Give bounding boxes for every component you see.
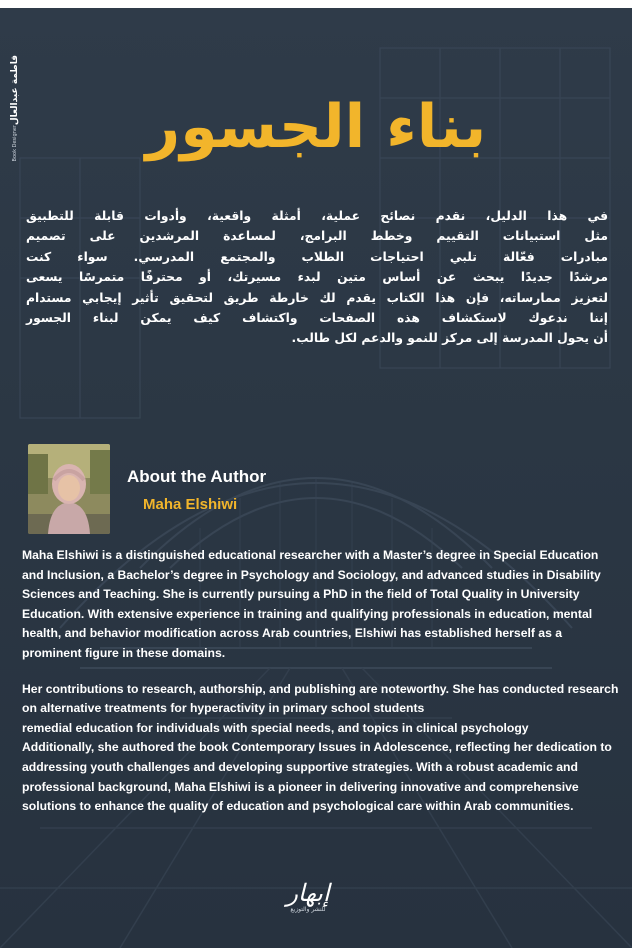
author-name: Maha Elshiwi	[143, 496, 238, 513]
back-cover	[0, 8, 632, 948]
publisher-logo-word: إبهار	[286, 879, 330, 907]
bio-paragraph: Maha Elshiwi is a distinguished educational researcher with a Master’s degree in Special Education and Inclusion, a Bachelor’s degree in Psychology and Sociology, and advanced studies in Disability Sciences and Teaching. She is currently pursuing a PhD in the field of Total Quality in University Education. With extensive experience in training and qualifying professionals in education, mental health, and behavior modification across Arab countries, Elshiwi has established herself as a prominent figure in these domains.	[22, 548, 601, 660]
bio-paragraph: remedial education for individuals with special needs, and topics in clinical psychology	[22, 720, 529, 735]
description-line: مثل استبيانات التقييم وخطط البرامج، لمساعدة المرشدين على تصميم	[26, 229, 608, 244]
description-line: مبادرات فعّالة تلبي احتياجات الطلاب والمجتمع المدرسي. سواء كنت	[26, 249, 608, 264]
book-description	[26, 206, 608, 349]
description-line: لتعزيز ممارساته، فإن هذا الكتاب يقدم لك خارطة طريق لتحقيق تأثير إيجابي مستدام	[26, 290, 608, 305]
description-line: أن يحول المدرسة إلى مركز للنمو والدعم لكل طالب.	[291, 331, 608, 346]
description-line: إننا ندعوك لاستكشاف هذه الصفحات واكتشاف كيف يمكن لبناء الجسور	[26, 311, 608, 326]
description-line: مرشدًا جديدًا يبحث عن أساس متين لبدء مسيرتك، أو محترفًا متمرسًا يسعى	[26, 270, 608, 285]
publisher-logo-sub: للنشر والتوزيع	[290, 906, 326, 913]
publisher-mark-sub: Book Designer	[12, 124, 18, 162]
publisher-logo	[268, 878, 348, 926]
author-bio	[22, 546, 622, 817]
author-photo	[28, 444, 110, 534]
about-author-heading: About the Author	[127, 467, 267, 486]
bio-paragraph: Additionally, she authored the book Contemporary Issues in Adolescence, reflecting her dedication to addressing youth challenges and developing supportive strategies. With a robust academic and professional background, Maha Elshiwi is a pioneer in delivering innovative and comprehensive solutions to enhance the quality of education and psychological care within Arab communities.	[22, 740, 612, 814]
description-line: في هذا الدليل، نقدم نصائح عملية، أمثلة واقعية، وأدوات قابلة للتطبيق	[26, 209, 608, 223]
book-title: بناء الجسور	[145, 92, 487, 162]
publisher-mark-name: فاطمة عبدالعال	[10, 54, 20, 125]
bio-paragraph: Her contributions to research, authorship, and publishing are noteworthy. She has conducted research on alternative treatments for hyperactivity in primary school students	[22, 681, 619, 716]
